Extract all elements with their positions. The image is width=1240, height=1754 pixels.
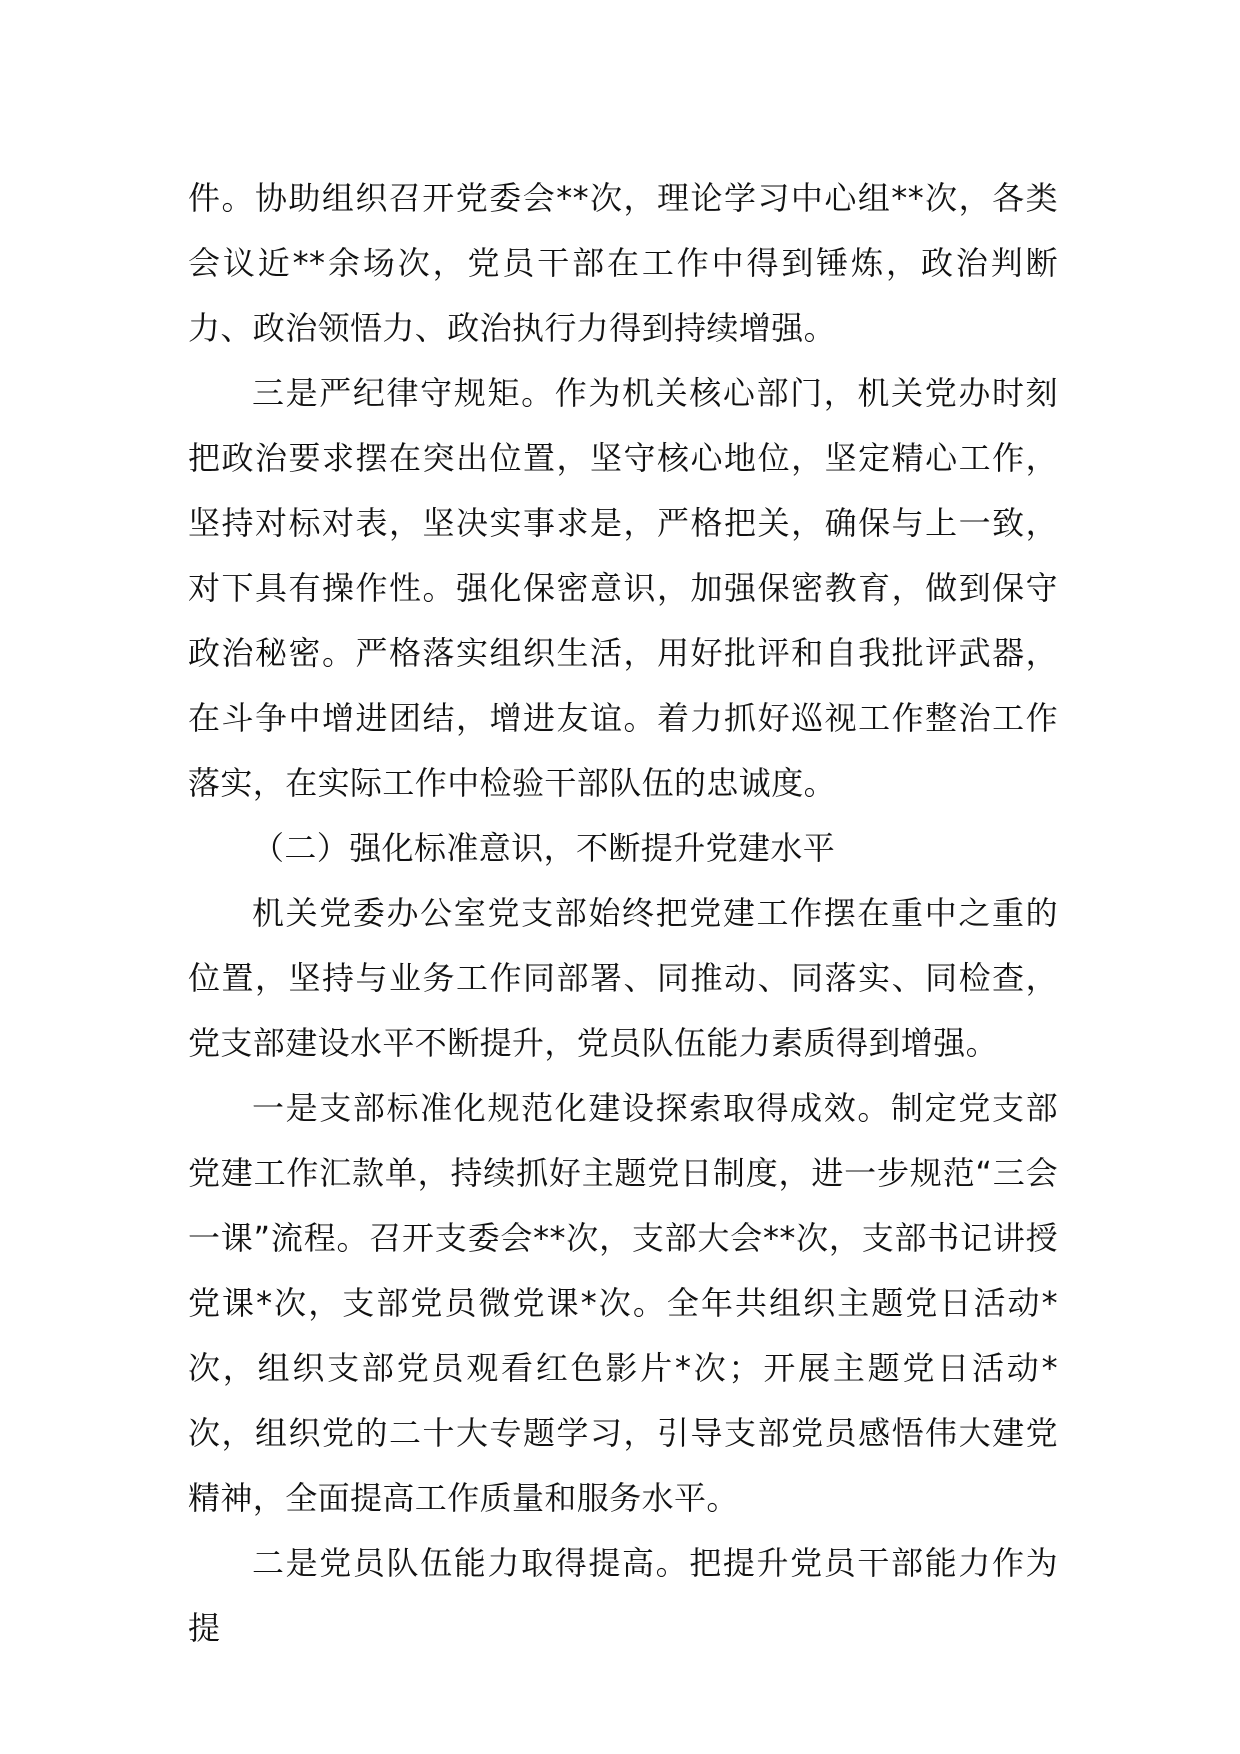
document-body [188,166,1058,1661]
paragraph-capability: 二是党员队伍能力取得提高。把提升党员干部能力作为提 [188,1544,1058,1647]
paragraph-discipline: 三是严纪律守规矩。作为机关核心部门，机关党办时刻把政治要求摆在突出位置，坚守核心地位，坚定精心工作，坚持对标对表，坚决实事求是，严格把关，确保与上一致，对下具有操作性。强化保密意识，加强保密教育，做到保守政治秘密。严格落实组织生活，用好批评和自我批评武器，在斗争中增进团结，增进友谊。着力抓好巡视工作整治工作落实，在实际工作中检验干部队伍的忠诚度。 [188,374,1058,802]
paragraph-party-building: 机关党委办公室党支部始终把党建工作摆在重中之重的位置，坚持与业务工作同部署、同推动、同落实、同检查，党支部建设水平不断提升，党员队伍能力素质得到增强。 [188,894,1058,1062]
section-heading: （二）强化标准意识，不断提升党建水平 [252,829,836,867]
paragraph-standardization: 一是支部标准化规范化建设探索取得成效。制定党支部党建工作汇款单，持续抓好主题党日制度，进一步规范“三会一课”流程。召开支委会**次，支部大会**次，支部书记讲授党课*次，支部党员微党课*次。全年共组织主题党日活动*次，组织支部党员观看红色影片*次；开展主题党日活动*次，组织党的二十大专题学习，引导支部党员感悟伟大建党精神，全面提高工作质量和服务水平。 [188,1089,1058,1517]
paragraph-continuation: 件。协助组织召开党委会**次，理论学习中心组**次，各类会议近**余场次，党员干部在工作中得到锤炼，政治判断力、政治领悟力、政治执行力得到持续增强。 [188,179,1058,347]
